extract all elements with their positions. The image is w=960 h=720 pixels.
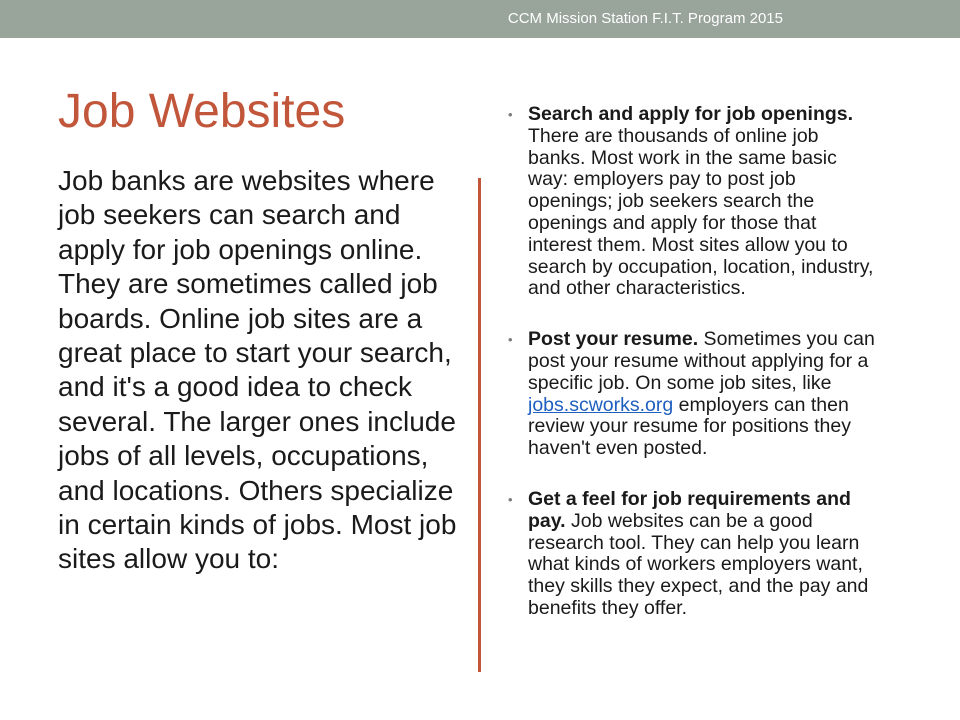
slide-title: Job Websites bbox=[58, 85, 346, 138]
header-bar bbox=[0, 0, 960, 38]
bullet-search-apply bbox=[508, 104, 880, 300]
program-label: CCM Mission Station F.I.T. Program 2015 bbox=[507, 10, 783, 27]
bullet-post-resume bbox=[508, 329, 880, 460]
bullet-dot-icon: • bbox=[508, 107, 513, 122]
bullet-text: Sometimes you can post your resume without applying for a specific job. On some job sites, like bbox=[528, 328, 875, 394]
bullet-text-after: employers can then review your resume for positions they haven't even posted. bbox=[528, 393, 851, 460]
bullet-heading: Get a feel for job requirements and pay. bbox=[528, 487, 851, 532]
scworks-link[interactable]: jobs.scworks.org bbox=[528, 393, 674, 416]
bullet-text: There are thousands of online job banks. Most work in the same basic way: employers pay to post job openings; job seekers search the openings and apply for those that interest them. Most sites allow you to search by occupation, location, industry, and other characteristics. bbox=[528, 124, 874, 300]
intro-paragraph: Job banks are websites where job seekers can search and apply for job openings online. They are sometimes called job boards. Online job sites are a great place to start your search, and it's a good idea to check several. The larger ones include jobs of all levels, occupations, and locations. Others specialize in certain kinds of jobs. Most job sites allow you to: bbox=[58, 165, 457, 575]
bullet-dot-icon: • bbox=[508, 332, 513, 348]
vertical-divider bbox=[478, 178, 481, 672]
bullet-list bbox=[508, 104, 880, 620]
bullet-text: Job websites can be a good research tool. They can help you learn what kinds of workers employers want, they skills they expect, and the pay and benefits they offer. bbox=[528, 509, 869, 619]
bullet-heading: Post your resume. bbox=[528, 328, 699, 351]
bullet-dot-icon: • bbox=[508, 491, 513, 507]
bullet-job-requirements bbox=[508, 489, 880, 620]
bullet-heading: Search and apply for job openings. bbox=[528, 103, 854, 125]
